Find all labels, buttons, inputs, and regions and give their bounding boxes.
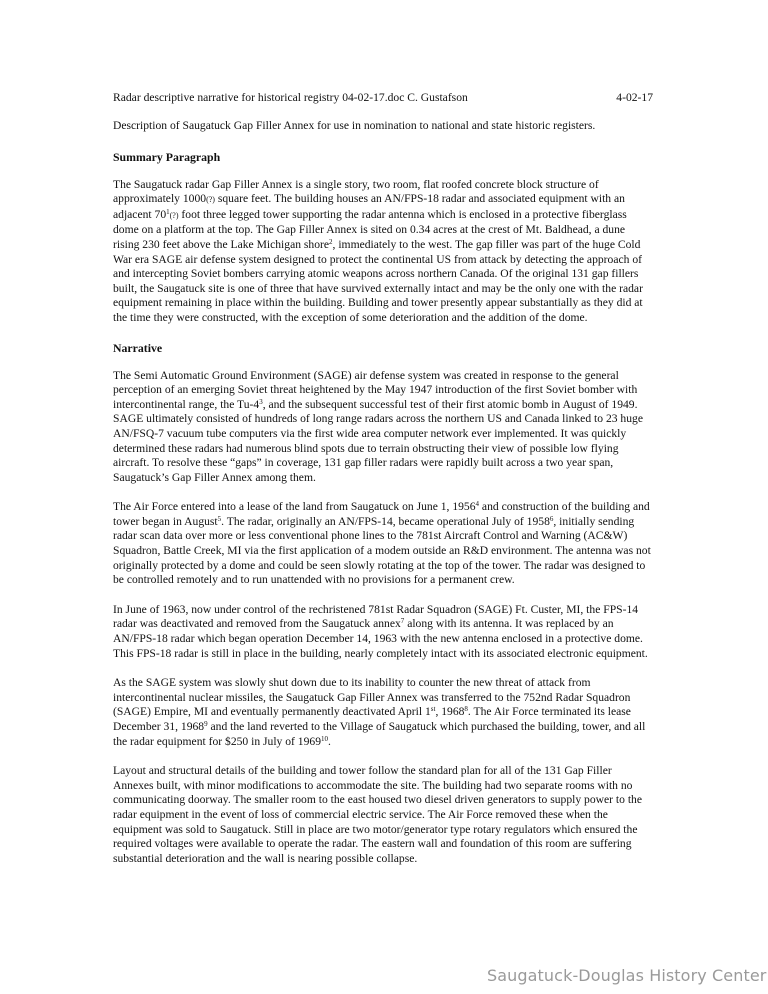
description-line: Description of Saugatuck Gap Filler Annex for use in nomination to national and state historic registers.	[113, 119, 596, 132]
text-run: and the land reverted to the Village of Saugatuck which purchased the building, tower, and all the radar equipment for $250 in July of 1969	[113, 720, 646, 748]
narrative-paragraph-5: Layout and structural details of the building and tower follow the standard plan for all of the 131 Gap Filler Annexes built, with minor modifications to accommodate the site. The building had two separate rooms with no communicating doorway. The smaller room to the east housed two diesel driven generators to supply power to the radar equipment in the event of loss of commercial electric service. The Air Force removed these when the equipment was sold to Saugatuck. Still in place are two motor/generator type rotary regulators which ensured the required voltages were available to operate the radar. The eastern wall and foundation of this room are suffering substantial deterioration and the wall is nearing possible collapse.	[113, 764, 642, 865]
text-run: foot three legged tower supporting the radar antenna which is enclosed in a protective fiberglass dome on a platform at the top. The Gap Filler Annex is sited on 0.34 acres at the crest of Mt. Baldhead, a dune rising 230 feet above the Lake Michigan shore	[113, 207, 627, 251]
text-run: The Air Force entered into a lease of the land from Saugatuck on June 1, 1956	[113, 500, 476, 514]
narrative-paragraph-2	[113, 500, 653, 588]
footnote-ref: 5	[217, 514, 222, 523]
narrative-paragraph-4	[113, 676, 653, 749]
text-run: , and the subsequent successful test of their first atomic bomb in August of 1949. SAGE ultimately consisted of hundreds of long range radars across the northern US and Canada linked to 23 huge AN/FSQ-7 vacuum tube computers via the first wide area computer network ever implemented. It was quickly determined these radars had numerous blind spots due to terrain obstructing their view of possible low flying aircraft. To resolve these “gaps” in coverage, 131 gap filler radars were rapidly built across a two year span, Saugatuck’s Gap Filler Annex among them.	[113, 397, 643, 484]
text-run: The Semi Automatic Ground Environment (SAGE) air defense system was created in response to the general perception of an emerging Soviet threat heightened by the May 1947 introduction of the first Soviet bomber with intercontinental range, the Tu-4	[113, 368, 638, 411]
archive-watermark: Saugatuck-Douglas History Center	[487, 966, 767, 985]
footnote-ref: 6	[549, 514, 554, 523]
narrative-heading: Narrative	[113, 340, 163, 355]
summary-paragraph	[113, 178, 653, 326]
text-run: . The Air Force terminated its lease December 31, 1968	[113, 705, 631, 733]
narrative-paragraph-3	[113, 603, 653, 661]
footnote-ref: 1	[166, 207, 170, 216]
text-run: and construction of the building and tower began in August	[113, 500, 650, 528]
header-filename: Radar descriptive narrative for historical registry 04-02-17.doc C. Gustafson	[113, 91, 468, 104]
footnote-ref: 10	[321, 734, 328, 743]
text-run: along with its antenna. It was replaced by an AN/FPS-18 radar which began operation December 14, 1963 with the new antenna enclosed in a protective dome. This FPS-18 radar is still in place in the building, nearly completely intact with its associated electronic equipment.	[113, 617, 648, 660]
text-run: square feet. The building houses an AN/FPS-18 radar and associated equipment with an adjacent 70	[113, 192, 625, 221]
text-run: As the SAGE system was slowly shut down due to its inability to counter the new threat of attack from intercontinental nuclear missiles, the Saugatuck Gap Filler Annex was transferred to the 752nd Radar Squadron (SAGE) Empire, MI and eventually permanently deactivated April 1	[113, 676, 631, 719]
footnote-ref: 7	[400, 617, 405, 626]
text-run: . The radar, originally an AN/FPS-14, became operational July of 1958	[221, 514, 550, 528]
text-run: (?)	[206, 195, 215, 205]
text-run: The Saugatuck radar Gap Filler Annex is a single story, two room, flat roofed concrete block structure of approximately 1000	[113, 177, 599, 206]
header-date: 4-02-17	[616, 91, 653, 104]
document-header	[113, 91, 653, 105]
text-run: , 1968	[435, 705, 465, 719]
text-run: (?)	[169, 210, 179, 220]
text-run: .	[328, 734, 331, 748]
narrative-paragraph-1	[113, 369, 653, 486]
summary-heading: Summary Paragraph	[113, 149, 221, 164]
text-run: , immediately to the west. The gap filler was part of the huge Cold War era SAGE air defense system designed to protect the continental US from attack by detecting the approach of and intercepting Soviet bombers carrying atomic weapons across northern Canada. Of the original 131 gap fillers built, the Saugatuck site is one of three that have survived externally intact and may be the only one with the radar equipment remaining in place within the building. Building and tower presently appear substantially as they did at the time they were constructed, with the exception of some deterioration and the addition of the dome.	[113, 237, 643, 324]
footnote-ref: 4	[475, 500, 480, 509]
text-run: , initially sending radar scan data over more or less conventional phone lines to the 781st Aircraft Control and Warning (AC&W) Squadron, Battle Creek, MI via the first application of a modem outside an R&D environment. The antenna was not originally protected by a dome and could be seen slowly rotating at the top of the tower. The radar was designed to be controlled remotely and to run unattended with no provisions for a permanent crew.	[113, 514, 651, 587]
document-page	[113, 88, 653, 881]
footnote-ref: 2	[329, 237, 333, 246]
footnote-ref: st	[430, 705, 436, 714]
footnote-ref: 3	[259, 397, 263, 406]
footnote-ref: 9	[204, 720, 208, 728]
text-run: In June of 1963, now under control of the rechristened 781st Radar Squadron (SAGE) Ft. Custer, MI, the FPS-14 radar was deactivated and removed from the Saugatuck annex	[113, 602, 639, 631]
footnote-ref: 8	[464, 705, 468, 714]
